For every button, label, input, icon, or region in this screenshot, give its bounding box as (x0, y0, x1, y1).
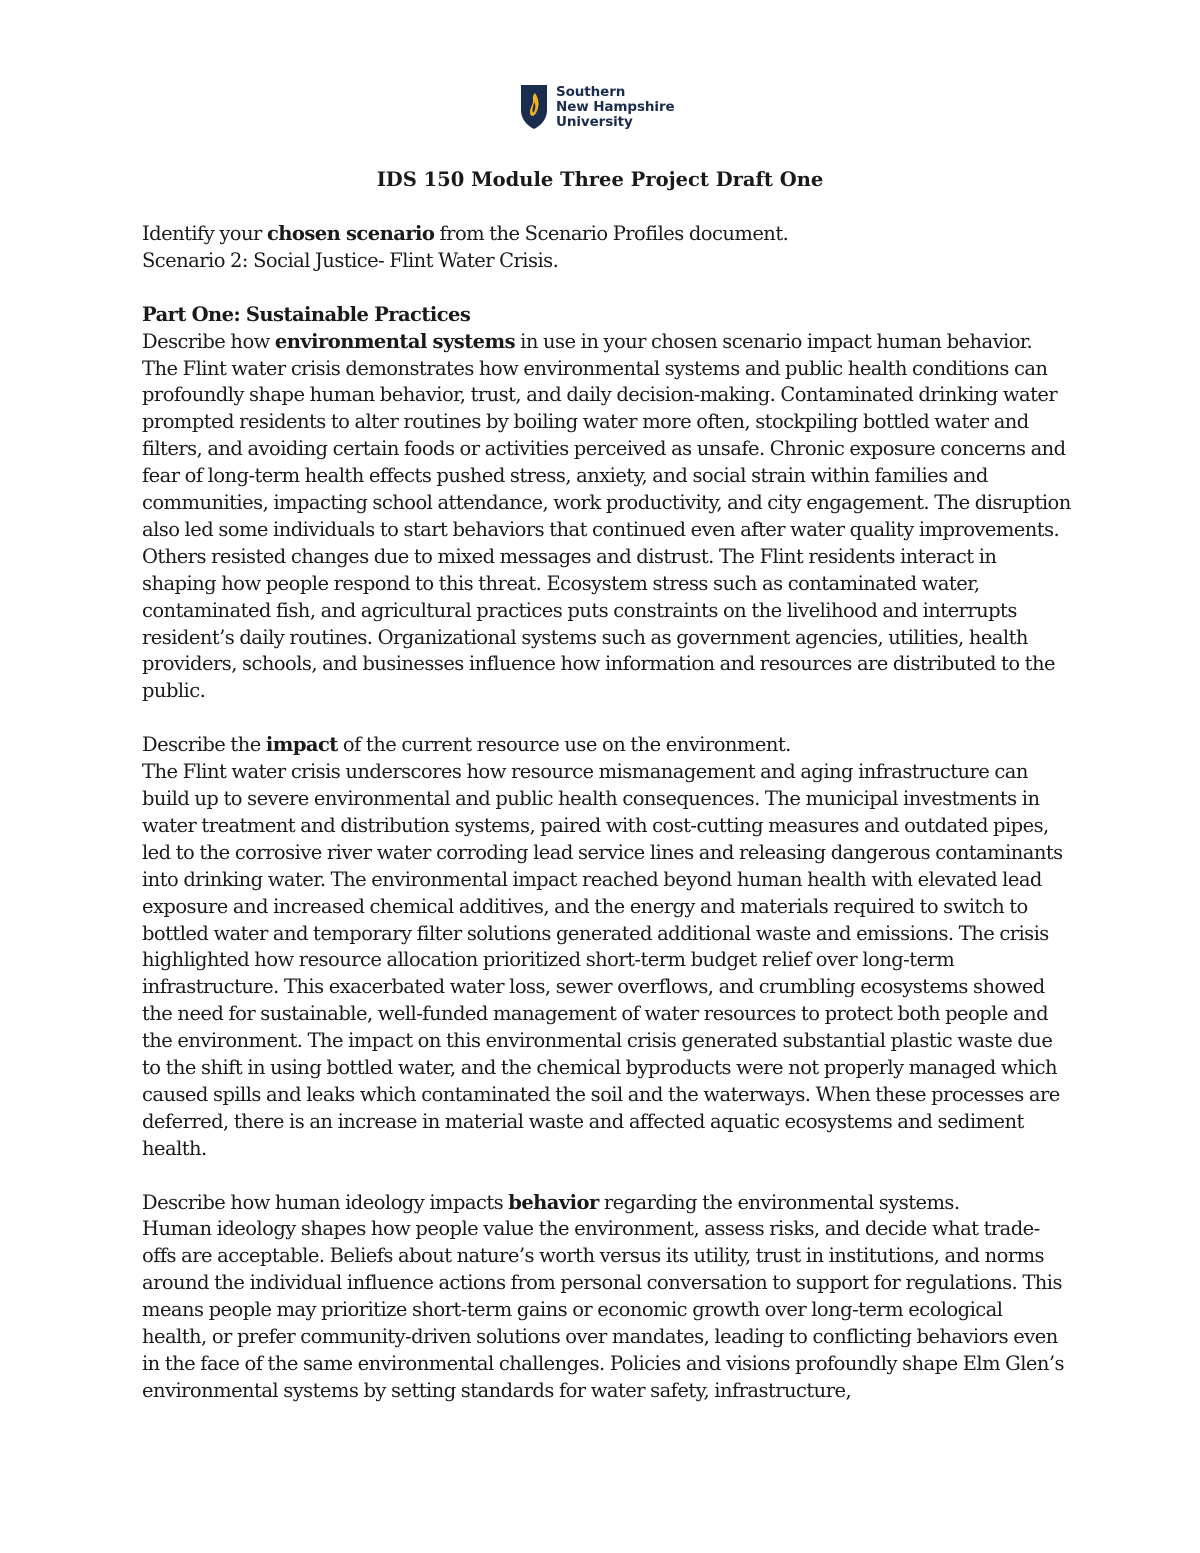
question-1-prompt (142, 329, 1072, 356)
q3-prompt-post: regarding the environmental systems. (598, 1190, 960, 1214)
document-body (142, 221, 1072, 1405)
scenario-prompt-post: from the Scenario Profiles document. (434, 222, 789, 245)
scenario-prompt-pre: Identify your (142, 222, 267, 245)
q3-prompt-pre: Describe how human ideology impacts (142, 1190, 509, 1214)
shield-flame-icon (520, 84, 548, 130)
spacer (142, 705, 1072, 732)
question-1-answer: The Flint water crisis demonstrates how environmental systems and public health conditions can profoundly shape human behavior, trust, and daily decision-making. Contaminated drinking water prompted residents to alter routines by boiling water more often, stockpiling bottled water and filters, and avoiding certain foods or activities perceived as unsafe. Chronic exposure concerns and fear of long-term health effects pushed stress, anxiety, and social strain within families and communities, impacting school attendance, work productivity, and city engagement. The disruption also led some individuals to start behaviors that continued even after water quality improvements. Others resisted changes due to mixed messages and distrust. The Flint residents interact in shaping how people respond to this threat. Ecosystem stress such as contaminated water, contaminated fish, and agricultural practices puts constraints on the livelihood and interrupts resident’s daily routines. Organizational systems such as government agencies, utilities, health providers, schools, and businesses influence how information and resources are distributed to the public. (142, 356, 1071, 703)
scenario-answer: Scenario 2: Social Justice- Flint Water Crisis. (142, 248, 559, 272)
q2-prompt-bold: impact (265, 733, 338, 757)
scenario-prompt-bold: chosen scenario (266, 222, 435, 245)
q1-prompt-post: in use in your chosen scenario impact human behavior. (515, 329, 1033, 353)
section-heading: Part One: Sustainable Practices (142, 302, 471, 326)
question-2-answer: The Flint water crisis underscores how resource mismanagement and aging infrastructure can build up to severe environmental and public health consequences. The municipal investments in water treatment and distribution systems, paired with cost-cutting measures and outdated pipes, led to the corrosive river water corroding lead service lines and releasing dangerous contaminants into drinking water. The environmental impact reached beyond human health with elevated lead exposure and increased chemical additives, and the energy and materials required to switch to bottled water and temporary filter solutions generated additional waste and emissions. The crisis highlighted how resource allocation prioritized short-term budget relief over long-term infrastructure. This exacerbated water loss, sewer overflows, and crumbling ecosystems showed the need for sustainable, well-funded management of water resources to protect both people and the environment. The impact on this environmental crisis generated substantial plastic waste due to the shift in using bottled water, and the chemical byproducts were not properly managed which caused spills and leaks which contaminated the soil and the waterways. When these processes are deferred, there is an increase in material waste and affected aquatic ecosystems and sediment health. (142, 760, 1063, 1160)
university-logo (520, 84, 675, 130)
logo-line-3: University (556, 113, 633, 130)
q1-prompt-bold: environmental systems (274, 329, 516, 353)
logo-line-2: New Hampshire (556, 98, 675, 115)
q2-prompt-pre: Describe the (142, 733, 266, 757)
q1-prompt-pre: Describe how (142, 329, 275, 353)
spacer (142, 275, 1072, 302)
q3-prompt-bold: behavior (508, 1190, 599, 1214)
scenario-prompt (142, 221, 1072, 248)
document-title: IDS 150 Module Three Project Draft One (376, 168, 824, 191)
logo-line-1: Southern (556, 83, 626, 100)
q2-prompt-post: of the current resource use on the environment. (337, 733, 791, 757)
question-3-prompt (142, 1190, 1072, 1217)
logo-wordmark (556, 85, 675, 130)
question-3-answer: Human ideology shapes how people value the environment, assess risks, and decide what trade-offs are acceptable. Beliefs about nature’s worth versus its utility, trust in institutions, and norms around the individual influence actions from personal conversation to support for regulations. This means people may prioritize short-term gains or economic growth over long-term ecological health, or prefer community-driven solutions over mandates, leading to conflicting behaviors even in the face of the same environmental challenges. Policies and visions profoundly shape Elm Glen’s environmental systems by setting standards for water safety, infrastructure, (142, 1217, 1065, 1402)
spacer (142, 1163, 1072, 1190)
question-2-prompt (142, 732, 1072, 759)
